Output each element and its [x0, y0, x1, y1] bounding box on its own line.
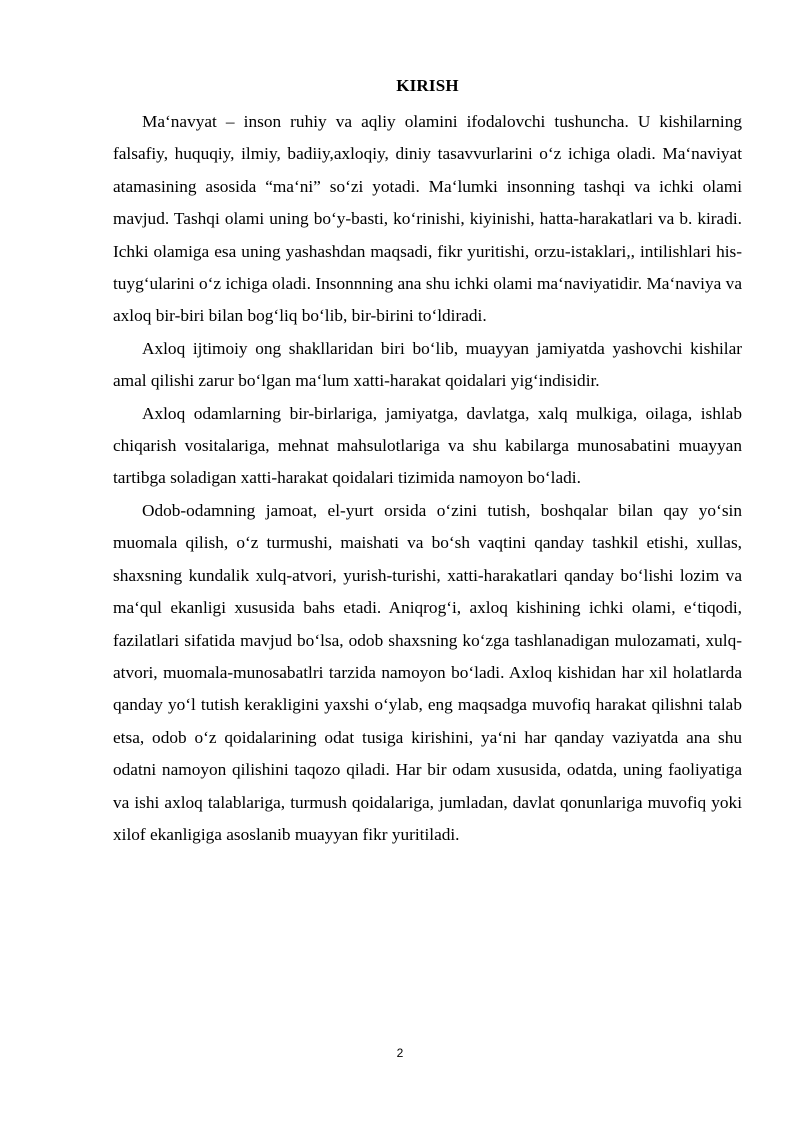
- paragraph-2: Axloq ijtimoiy ong shakllaridan biri bo‘lib, muayyan jamiyatda yashovchi kishilar amal qilishi zarur bo‘lgan ma‘lum xatti-harakat qoidalari yig‘indisidir.: [113, 338, 742, 391]
- page-content: [113, 75, 742, 851]
- section-title: KIRISH: [396, 76, 459, 95]
- page-number: 2: [396, 1046, 404, 1060]
- paragraph-1: Ma‘navyat – inson ruhiy va aqliy olamini ifodalovchi tushuncha. U kishilarning falsafiy, huquqiy, ilmiy, badiiy,axloqiy, diniy tasavvurlarini o‘z ichiga oladi. Ma‘naviyat atamasining asosida “ma‘ni” so‘zi yotadi. Ma‘lumki insonning tashqi va ichki olami mavjud. Tashqi olami uning bo‘y-basti, ko‘rinishi, kiyinishi, hatta-harakatlari va b. kiradi. Ichki olamiga esa uning yashashdan maqsadi, fikr yuritishi, orzu-istaklari,, intilishlari his-tuyg‘ularini o‘z ichiga oladi. Insonnning ana shu ichki olami ma‘naviyatidir. Ma‘naviya va axloq bir-biri bilan bog‘liq bo‘lib, bir-birini to‘ldiradi.: [113, 112, 742, 326]
- paragraph-3: Axloq odamlarning bir-birlariga, jamiyatga, davlatga, xalq mulkiga, oilaga, ishlab chiqarish vositalariga, mehnat mahsulotlariga va shu kabilarga munosabatini muayyan tartibga soladigan xatti-harakat qoidalari tizimida namoyon bo‘ladi.: [113, 403, 742, 488]
- paragraph-4: Odob-odamning jamoat, el-yurt orsida o‘zini tutish, boshqalar bilan qay yo‘sin muomala qilish, o‘z turmushi, maishati va bo‘sh vaqtini qanday tashkil etishi, xullas, shaxsning kundalik xulq-atvori, yurish-turishi, xatti-harakatlari qanday bo‘lishi lozim va ma‘qul ekanligi xususida bahs etadi. Aniqrog‘i, axloq kishining ichki olami, e‘tiqodi, fazilatlari sifatida mavjud bo‘lsa, odob shaxsning ko‘zga tashlanadigan mulozamati, xulq-atvori, muomala-munosabatlri tarzida namoyon bo‘ladi. Axloq kishidan har xil holatlarda qanday yo‘l tutish kerakligini yaxshi o‘ylab, eng maqsadga muvofiq harakat qilishni talab etsa, odob o‘z qoidalarining odat tusiga kirishini, ya‘ni har qanday vaziyatda ana shu odatni namoyon qilishini taqozo qiladi. Har bir odam xususida, odatda, uning faoliyatiga va ishi axloq talablariga, turmush qoidalariga, jumladan, davlat qonunlariga muvofiq yoki xilof ekanligiga asoslanib muayyan fikr yuritiladi.: [113, 500, 742, 844]
